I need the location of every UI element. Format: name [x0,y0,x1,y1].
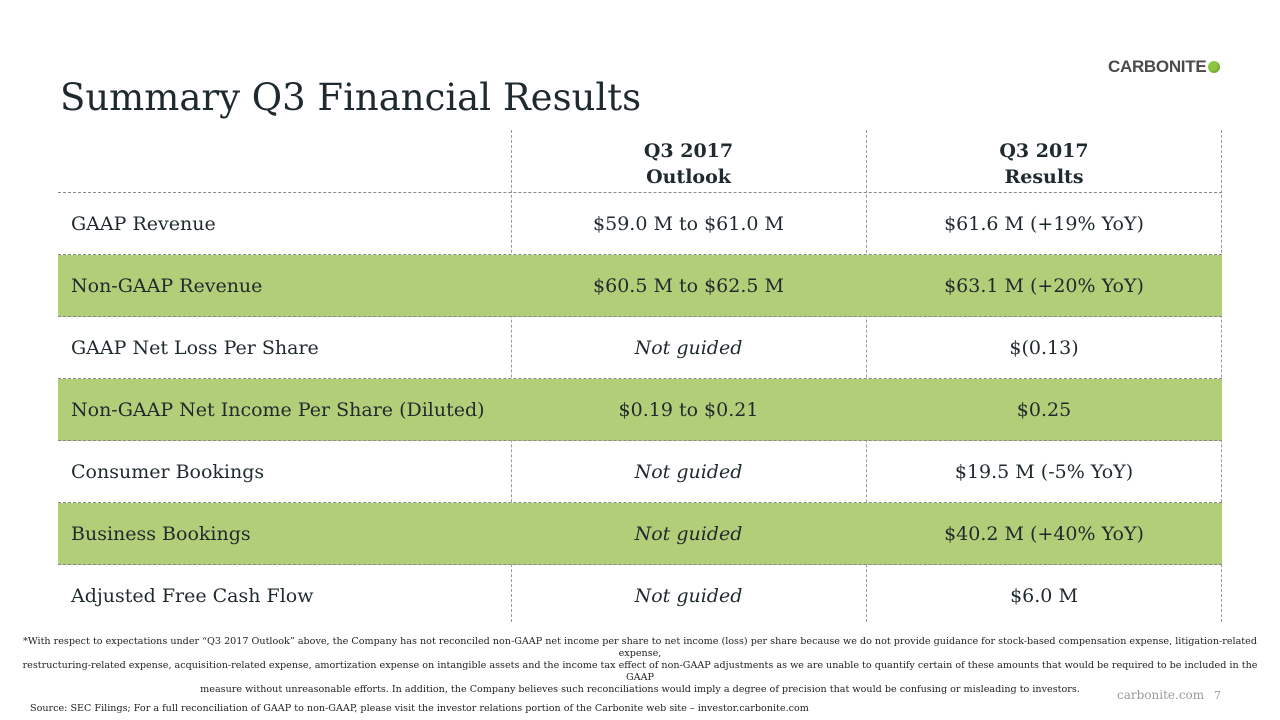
table-row [58,255,1222,317]
carbonite-logo [1108,57,1220,77]
row-label: Non-GAAP Revenue [71,274,263,297]
page-title: Summary Q3 Financial Results [60,76,642,119]
row-outlook: $60.5 M to $62.5 M [593,274,784,297]
footnote-line: *With respect to expectations under “Q3 2017 Outlook” above, the Company has not reconciled non-GAAP net income per share to net income (loss) per share because we do not provide guidance for stock-based compensation expense, litigation-related expense, [23,636,1257,659]
website-label: carbonite.com [1117,688,1205,702]
row-results: $61.6 M (+19% YoY) [944,212,1144,235]
header-outlook [511,138,866,190]
table-header [58,130,1222,193]
table-row [58,379,1222,441]
row-label: Adjusted Free Cash Flow [71,584,314,607]
row-outlook: $59.0 M to $61.0 M [593,212,784,235]
row-outlook: Not guided [634,336,743,359]
header-results [866,138,1222,190]
row-outlook: Not guided [634,460,743,483]
header-outlook-label: Outlook [646,166,731,188]
source-note: Source: SEC Filings; For a full reconciliation of GAAP to non-GAAP, please visit the investor relations portion of the Carbonite web site – investor.carbonite.com [30,703,809,714]
row-results: $40.2 M (+40% YoY) [944,522,1144,545]
row-results: $(0.13) [1009,336,1079,359]
footnote-line: measure without unreasonable efforts. In addition, the Company believes such reconciliations would imply a degree of precision that would be confusing or misleading to investors. [200,684,1080,695]
footnote [20,636,1260,696]
footnote-line: restructuring-related expense, acquisition-related expense, amortization expense on intangible assets and the income tax effect of non-GAAP adjustments as we are unable to quantify certain of these amounts that would be required to be included in the GAAP [22,660,1258,683]
header-results-period: Q3 2017 [999,140,1089,162]
row-label: Non-GAAP Net Income Per Share (Diluted) [71,398,485,421]
row-label: GAAP Net Loss Per Share [71,336,319,359]
row-results: $6.0 M [1010,584,1078,607]
logo-text: CARBONITE [1108,57,1207,76]
logo-dot-icon [1208,61,1220,73]
table-row [58,565,1222,626]
page-number: 7 [1214,689,1221,702]
row-label: Business Bookings [71,522,251,545]
row-label: Consumer Bookings [71,460,265,483]
row-outlook: $0.19 to $0.21 [618,398,759,421]
financial-results-table [58,130,1222,626]
header-outlook-period: Q3 2017 [643,140,734,162]
table-row [58,317,1222,379]
table-row [58,503,1222,565]
row-outlook: Not guided [634,522,743,545]
row-label: GAAP Revenue [71,212,216,235]
header-results-label: Results [1004,166,1084,188]
table-row [58,193,1222,255]
row-results: $0.25 [1016,398,1072,421]
row-results: $63.1 M (+20% YoY) [944,274,1144,297]
table-row [58,441,1222,503]
row-results: $19.5 M (-5% YoY) [954,460,1134,483]
row-outlook: Not guided [634,584,743,607]
